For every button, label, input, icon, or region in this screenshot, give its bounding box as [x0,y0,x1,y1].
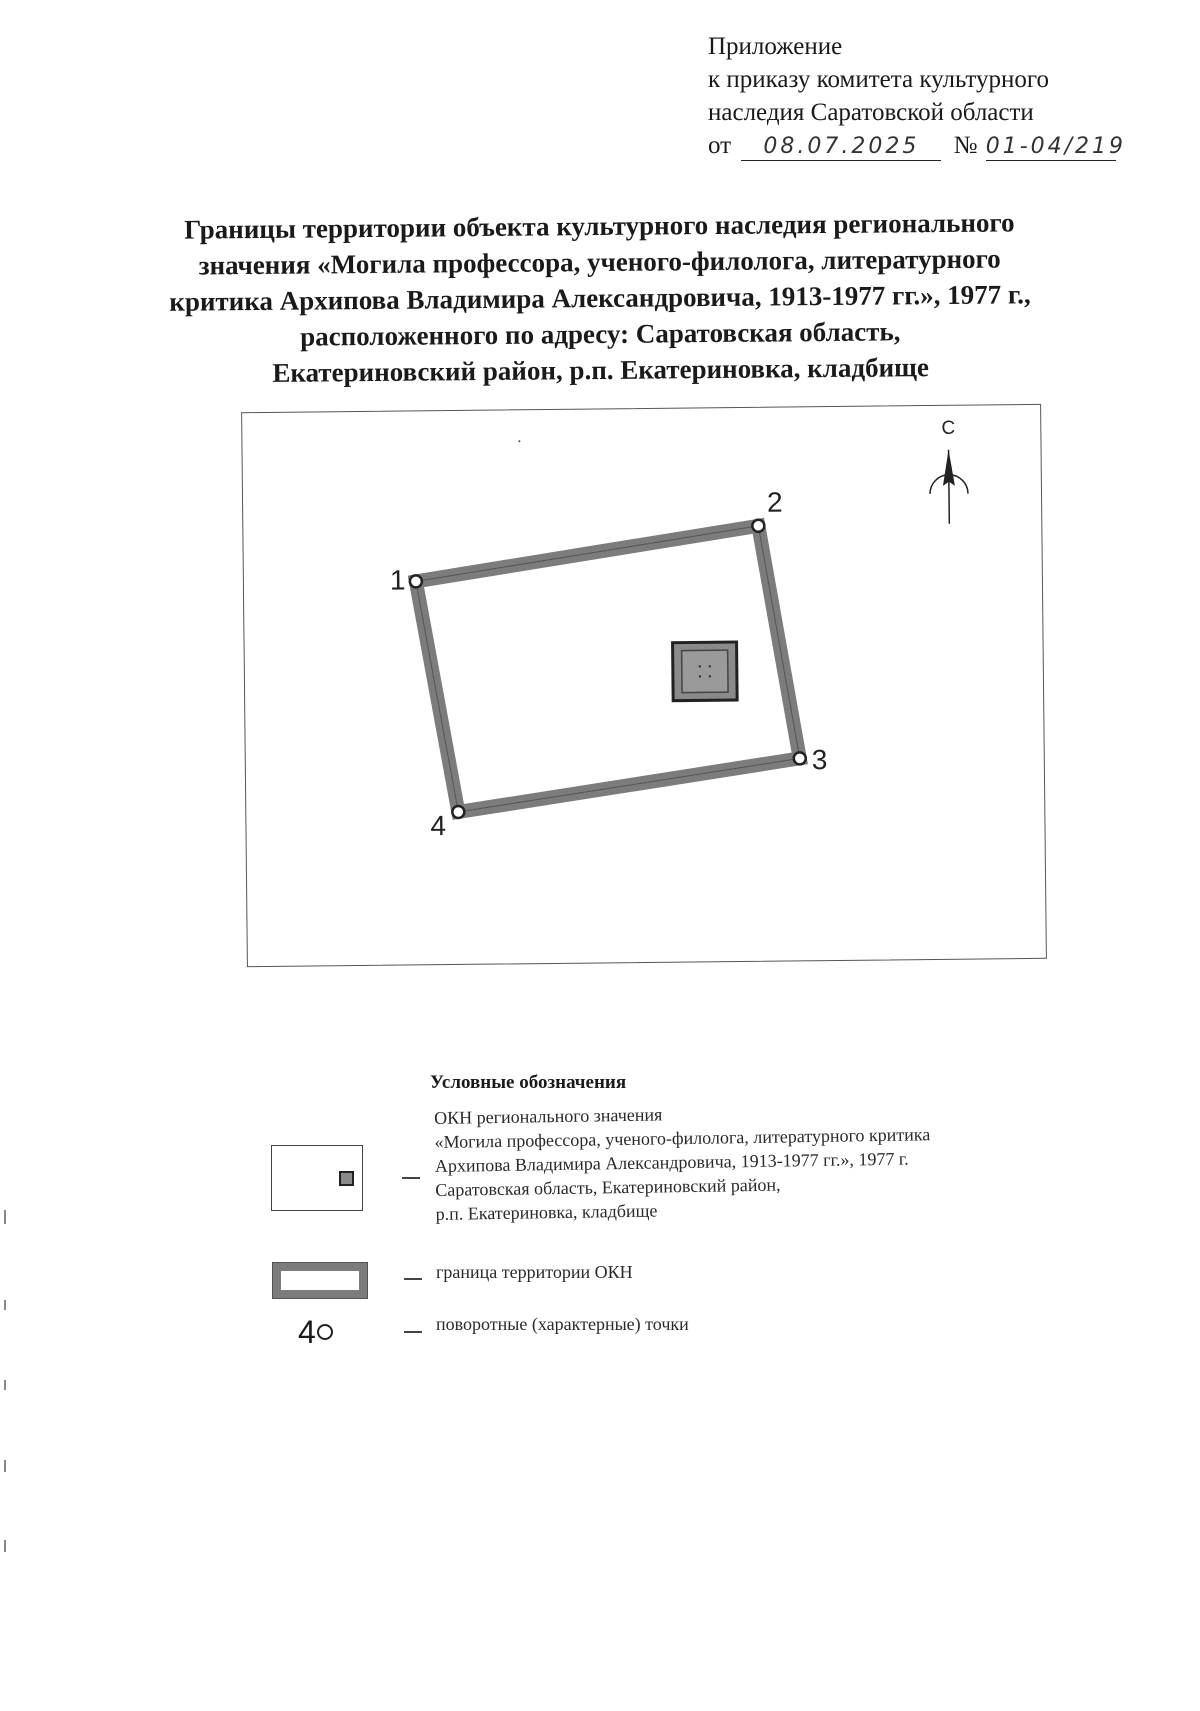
appendix-line-1: Приложение [708,33,843,60]
map-drawing [242,405,1048,968]
legend-okn-line-2: «Могила профессора, ученого-филолога, литературного критика [434,1124,931,1152]
legend-okn-description [434,1096,1076,1226]
legend-border-label: граница территории ОКН [436,1262,633,1282]
title-line-5: Екатериновский район, р.п. Екатериновка, кладбище [272,352,930,388]
appendix-block [708,30,1148,162]
territory-map [241,404,1047,967]
legend-okn-line-5: р.п. Екатериновка, кладбище [435,1200,658,1224]
legend-okn-line-1: ОКН регионального значения [434,1104,663,1128]
title-line-4: расположенного по адресу: Саратовская область, [300,316,901,352]
point-4-label: 4 [430,810,447,842]
appendix-line-3: наследия Саратовской области [708,99,1034,126]
title-line-1: Границы территории объекта культурного наследия регионального [184,207,1015,245]
point-2 [752,487,783,532]
point-circle-icon [317,1324,333,1340]
legend-points-label: поворотные (характерные) точки [436,1314,689,1334]
territory-border [415,525,800,812]
title-line-2: значения «Могила профессора, ученого-филолога, литературного [198,243,1001,281]
legend-okn-line-4: Саратовская область, Екатериновский район, [435,1174,781,1200]
scan-edge-mark [4,1460,6,1472]
point-1-label: 1 [389,564,406,596]
legend-border-swatch [273,1263,367,1298]
legend-border-dash [404,1278,422,1280]
appendix-line-2: к приказу комитета культурного [708,66,1050,93]
point-2-label: 2 [766,486,783,518]
scan-edge-mark [4,1540,6,1552]
date-prefix: от [708,132,732,159]
point-3-label: 3 [811,744,828,776]
legend-point-dash [404,1331,422,1333]
order-date: 08.07.2025 [741,134,941,161]
scan-edge-mark [4,1300,6,1310]
point-4 [430,806,464,841]
legend-heading: Условные обозначения [430,1072,627,1093]
legend-point-number: 4 [298,1314,316,1350]
legend-point-swatch [298,1314,333,1350]
scan-edge-mark [4,1210,6,1224]
title-line-3: критика Архипова Владимира Александровича, 1913-1977 гг.», 1977 г., [169,279,1031,317]
appendix-date-row [708,129,1148,162]
legend-okn-swatch [271,1145,363,1211]
order-number: 01-04/219 [985,134,1127,159]
scan-edge-mark [4,1380,6,1390]
document-title [129,204,1071,392]
number-prefix: № [953,132,978,159]
north-arrow-icon [929,418,968,524]
legend-okn-mark [339,1171,354,1186]
legend-okn-dash [402,1177,420,1179]
north-label: С [941,417,956,439]
grave-object [673,642,738,701]
legend-okn-line-3: Архипова Владимира Александровича, 1913-1977 гг.», 1977 г. [434,1148,909,1176]
